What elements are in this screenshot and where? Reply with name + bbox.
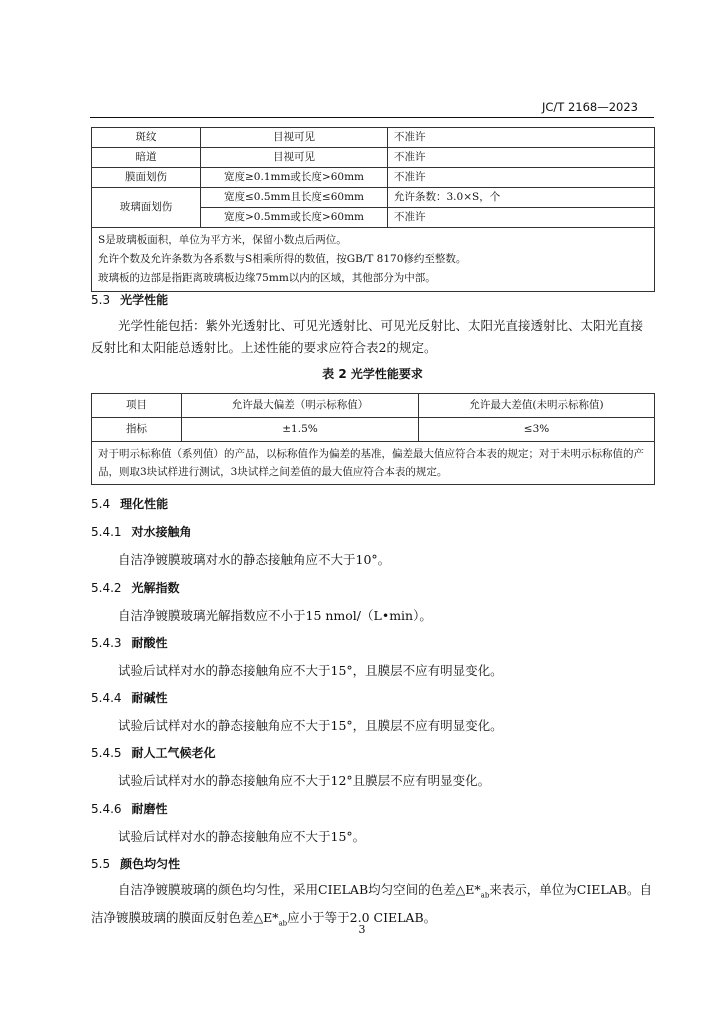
table-row [92,148,655,168]
section-5-4-3-heading: 5.4.3 耐酸性 [91,636,168,650]
table-cell: 膜面划伤 [92,168,201,188]
section-5-4-2-text: 自洁净镀膜玻璃光解指数应不小于15 nmol/（L•min）。 [118,608,432,623]
section-5-4-6-text: 试验后试样对水的静态接触角应不大于15°。 [118,829,366,844]
table-cell: 玻璃面划伤 [92,188,201,228]
table-cell: 宽度>0.5mm或长度>60mm [201,208,388,228]
table-cell: 不准许 [388,148,655,168]
note-line: S是玻璃板面积，单位为平方米，保留小数点后两位。 [98,234,347,246]
table-header-cell: 允许最大差值(未明示标称值) [419,394,655,418]
table-header-cell: 允许最大偏差（明示标称值） [182,394,419,418]
table-cell: 目视可见 [201,148,388,168]
table-cell: 暗道 [92,148,201,168]
table2-caption: 表 2 光学性能要求 [322,367,423,381]
defect-table [91,127,655,292]
table-cell: 不准许 [388,128,655,148]
table-note [92,228,655,292]
table-cell: 不准许 [388,168,655,188]
section-5-3-heading: 5.3 光学性能 [91,293,169,307]
section-5-4-4-text: 试验后试样对水的静态接触角应不大于15°，且膜层不应有明显变化。 [118,718,503,733]
section-5-3-text: 光学性能包括：紫外光透射比、可见光透射比、可见光反射比、太阳光直接透射比、太阳光直接反射比和太阳能总透射比。上述性能的要求应符合表2的规定。 [91,318,644,355]
table-row [92,418,655,442]
section-5-4-5-text: 试验后试样对水的静态接触角应不大于12°且膜层不应有明显变化。 [118,773,491,788]
table-cell: 斑纹 [92,128,201,148]
table-row [92,128,655,148]
section-5-4-4-heading: 5.4.4 耐碱性 [91,691,168,705]
section-5-4-1-text: 自洁净镀膜玻璃对水的静态接触角应不大于10°。 [118,552,391,567]
header-rule [90,117,654,118]
table-cell: 不准许 [388,208,655,228]
optical-table [91,393,655,485]
table-note: 对于明示标称值（系列值）的产品，以标称值作为偏差的基准，偏差最大值应符合本表的规定；对于未明示标称值的产品，则取3块试样进行测试，3块试样之间差值的最大值应符合本表的规定。 [92,442,655,485]
table-header-cell: 项目 [92,394,182,418]
table-cell: 指标 [92,418,182,442]
table-cell: 宽度≤0.5mm且长度≤60mm [201,188,388,208]
section-5-4-2-heading: 5.4.2 光解指数 [91,581,180,595]
standard-code: JC/T 2168—2023 [541,100,638,114]
table-cell: ±1.5% [182,418,419,442]
table-cell: 宽度≥0.1mm或长度>60mm [201,168,388,188]
table-row [92,168,655,188]
section-5-5-heading: 5.5 颜色均匀性 [91,857,181,871]
table-note-row [92,228,655,292]
section-5-4-3-text: 试验后试样对水的静态接触角应不大于15°，且膜层不应有明显变化。 [118,663,503,678]
table-header-row [92,394,655,418]
section-5-4-1-heading: 5.4.1 对水接触角 [91,525,192,539]
table-cell: ≤3% [419,418,655,442]
note-line: 允许个数及允许条数为各系数与S相乘所得的数值，按GB/T 8170修约至整数。 [98,253,467,265]
table-note-row [92,442,655,485]
table-cell: 允许条数：3.0×S，个 [388,188,655,208]
section-5-4-5-heading: 5.4.5 耐人工气候老化 [91,746,216,760]
note-line: 玻璃板的边部是指距离玻璃板边缘75mm以内的区域，其他部分为中部。 [98,272,436,284]
table-row [92,188,655,208]
section-5-4-6-heading: 5.4.6 耐磨性 [91,802,168,816]
section-5-5-text: 自洁净镀膜玻璃的颜色均匀性，采用CIELAB均匀空间的色差$\triangle E*_{ab}$来表示，单位为CIELAB。自洁净镀膜玻璃的膜面反射色差$\triangle E*_{ab}$应小于等于2.0 CIELAB。 [91,882,652,927]
table-cell: 目视可见 [201,128,388,148]
page-number: 3 [358,923,366,936]
section-5-4-heading: 5.4 理化性能 [91,497,169,511]
